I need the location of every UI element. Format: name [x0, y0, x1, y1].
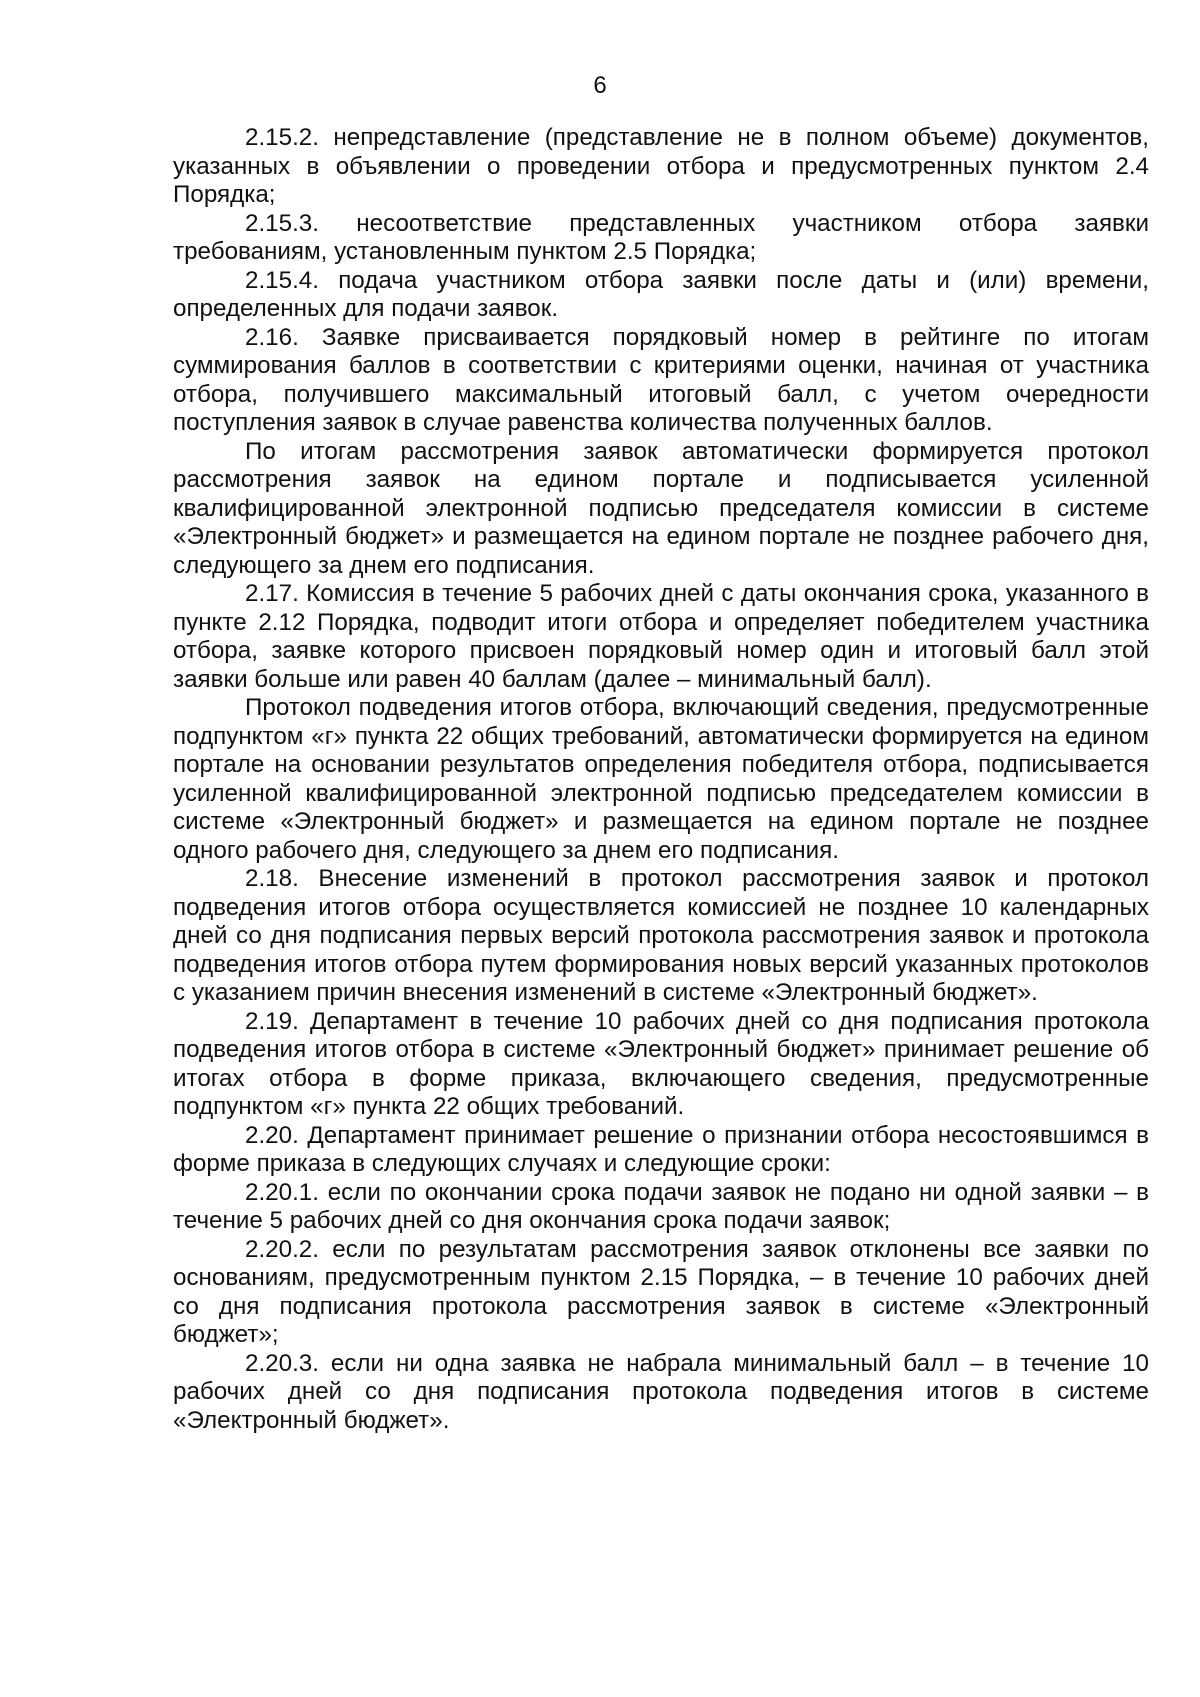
paragraph-2-16-protocol: По итогам рассмотрения заявок автоматически формируется протокол рассмотрения заявок на едином портале и подписывается усиленной квалифицированной электронной подписью председателя комиссии в системе «Электронный бюджет» и размещается на едином портале не позднее рабочего дня, следующего за днем его подписания.	[173, 437, 1149, 579]
paragraph-2-20: 2.20. Департамент принимает решение о признании отбора несостоявшимся в форме приказа в следующих случаях и следующие сроки:	[173, 1121, 1149, 1177]
paragraph-2-15-3: 2.15.3. несоответствие представленных участником отбора заявки требованиям, установленным пунктом 2.5 Порядка;	[173, 209, 1149, 265]
paragraph-2-16: 2.16. Заявке присваивается порядковый номер в рейтинге по итогам суммирования баллов в соответствии с критериями оценки, начиная от участника отбора, получившего максимальный итоговый балл, с учетом очередности поступления заявок в случае равенства количества полученных баллов.	[173, 323, 1149, 436]
paragraph-2-15-4: 2.15.4. подача участником отбора заявки после даты и (или) времени, определенных для подачи заявок.	[173, 266, 1149, 322]
paragraph-2-17: 2.17. Комиссия в течение 5 рабочих дней с даты окончания срока, указанного в пункте 2.12 Порядка, подводит итоги отбора и определяет победителем участника отбора, заявке которого присвоен порядковый номер один и итоговый балл этой заявки больше или равен 40 баллам (далее – минимальный балл).	[173, 580, 1149, 693]
body-text	[173, 124, 1149, 1435]
paragraph-2-17-protocol: Протокол подведения итогов отбора, включающий сведения, предусмотренные подпунктом «г» пункта 22 общих требований, автоматически формируется на едином портале на основании результатов определения победителя отбора, подписывается усиленной квалифицированной электронной подписью председателем комиссии в системе «Электронный бюджет» и размещается на едином портале не позднее одного рабочего дня, следующего за днем его подписания.	[173, 694, 1149, 864]
paragraph-2-20-1: 2.20.1. если по окончании срока подачи заявок не подано ни одной заявки – в течение 5 рабочих дней со дня окончания срока подачи заявок;	[173, 1178, 1149, 1234]
paragraph-2-18: 2.18. Внесение изменений в протокол рассмотрения заявок и протокол подведения итогов отбора осуществляется комиссией не позднее 10 календарных дней со дня подписания первых версий протокола рассмотрения заявок и протокола подведения итогов отбора путем формирования новых версий указанных протоколов с указанием причин внесения изменений в системе «Электронный бюджет».	[173, 865, 1149, 1006]
paragraph-2-20-2: 2.20.2. если по результатам рассмотрения заявок отклонены все заявки по основаниям, предусмотренным пунктом 2.15 Порядка, – в течение 10 рабочих дней со дня подписания протокола рассмотрения заявок в системе «Электронный бюджет»;	[173, 1235, 1149, 1348]
page-number: 6	[593, 72, 607, 99]
paragraph-2-19: 2.19. Департамент в течение 10 рабочих дней со дня подписания протокола подведения итогов отбора в системе «Электронный бюджет» принимает решение об итогах отбора в форме приказа, включающего сведения, предусмотренные подпунктом «г» пункта 22 общих требований.	[173, 1007, 1149, 1120]
paragraph-2-15-2: 2.15.2. непредставление (представление не в полном объеме) документов, указанных в объявлении о проведении отбора и предусмотренных пунктом 2.4 Порядка;	[173, 124, 1149, 208]
paragraph-2-20-3: 2.20.3. если ни одна заявка не набрала минимальный балл – в течение 10 рабочих дней со дня подписания протокола подведения итогов в системе «Электронный бюджет».	[173, 1349, 1149, 1434]
